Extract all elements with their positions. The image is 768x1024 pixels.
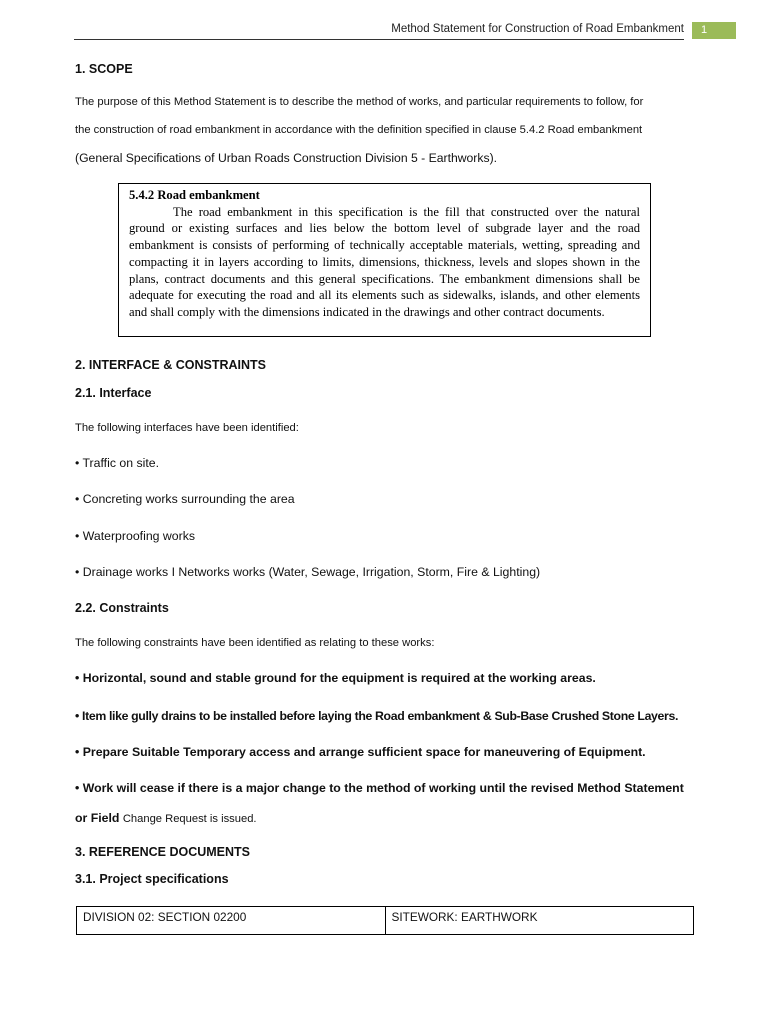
scope-line-2: the construction of road embankment in accordance with the definition specified in clause 5.4.2 Road embankment [75, 124, 643, 136]
constraint-item: • Item like gully drains to be installed before laying the Road embankment & Sub-Base Crushed Stone Layers. [75, 709, 679, 723]
table-row [77, 907, 694, 935]
constraint-item: • Prepare Suitable Temporary access and arrange sufficient space for maneuvering of Equipment. [75, 745, 646, 759]
scope-ref-close: ). [489, 151, 498, 165]
constraint-line-2-b: Change Request is issued. [122, 813, 257, 825]
scope-line-3 [75, 144, 695, 172]
constraint-item: • Horizontal, sound and stable ground for the equipment is required at the working areas. [75, 671, 596, 685]
spec-table [76, 906, 694, 935]
scope-paragraph [75, 88, 695, 172]
section-heading-interface-constraints: 2. INTERFACE & CONSTRAINTS [75, 358, 266, 372]
scope-ref-title: General Specifications of Urban Roads Construction Division 5 - Earthworks [79, 151, 490, 165]
constraint-line-2-a: or Field [75, 811, 123, 825]
interface-item: • Concreting works surrounding the area [75, 492, 295, 506]
table-cell: DIVISION 02: SECTION 02200 [77, 907, 386, 935]
section-heading-references: 3. REFERENCE DOCUMENTS [75, 845, 251, 859]
spec-quote-box [118, 183, 651, 337]
subsection-heading-project-specs: 3.1. Project specifications [75, 872, 229, 886]
interface-item: • Traffic on site. [75, 456, 160, 470]
table-cell: SITEWORK: EARTHWORK [385, 907, 694, 935]
scope-line-1: The purpose of this Method Statement is to describe the method of works, and particular requirements to follow, for [75, 96, 644, 108]
quote-title: 5.4.2 Road embankment [129, 188, 260, 202]
interface-item: • Waterproofing works [75, 529, 196, 543]
scope-ref-open: ( [75, 151, 80, 165]
interface-intro: The following interfaces have been identified: [75, 422, 299, 434]
page-header [0, 22, 768, 40]
section-heading-scope: 1. SCOPE [75, 62, 133, 76]
subsection-heading-interface: 2.1. Interface [75, 386, 152, 400]
constraint-item-line-1: • Work will cease if there is a major change to the method of working until the revised Method Statement [75, 781, 684, 795]
constraints-intro: The following constraints have been identified as relating to these works: [75, 637, 435, 649]
page-number-badge: 1 [692, 22, 736, 39]
subsection-heading-constraints: 2.2. Constraints [75, 601, 169, 615]
interface-item: • Drainage works I Networks works (Water, Sewage, Irrigation, Storm, Fire & Lighting) [75, 565, 541, 579]
header-rule [74, 39, 684, 40]
header-title: Method Statement for Construction of Road Embankment [391, 23, 684, 35]
quote-body: The road embankment in this specification is the fill that constructed over the natural ground or existing surfaces and lies below the bottom level of subgrade layer and the road embankment is consists of performing of technically acceptable materials, wetting, spreading and compacting it in layers according to limits, dimensions, thickness, levels and slopes shown in the plans, contract documents and this general specifications. The embankment dimensions shall be adequate for executing the road and all its elements such as sidewalks, islands, and other elements and shall comply with the dimensions indicated in the drawings and other contract documents. [129, 204, 640, 319]
constraint-item-line-2 [75, 809, 257, 827]
